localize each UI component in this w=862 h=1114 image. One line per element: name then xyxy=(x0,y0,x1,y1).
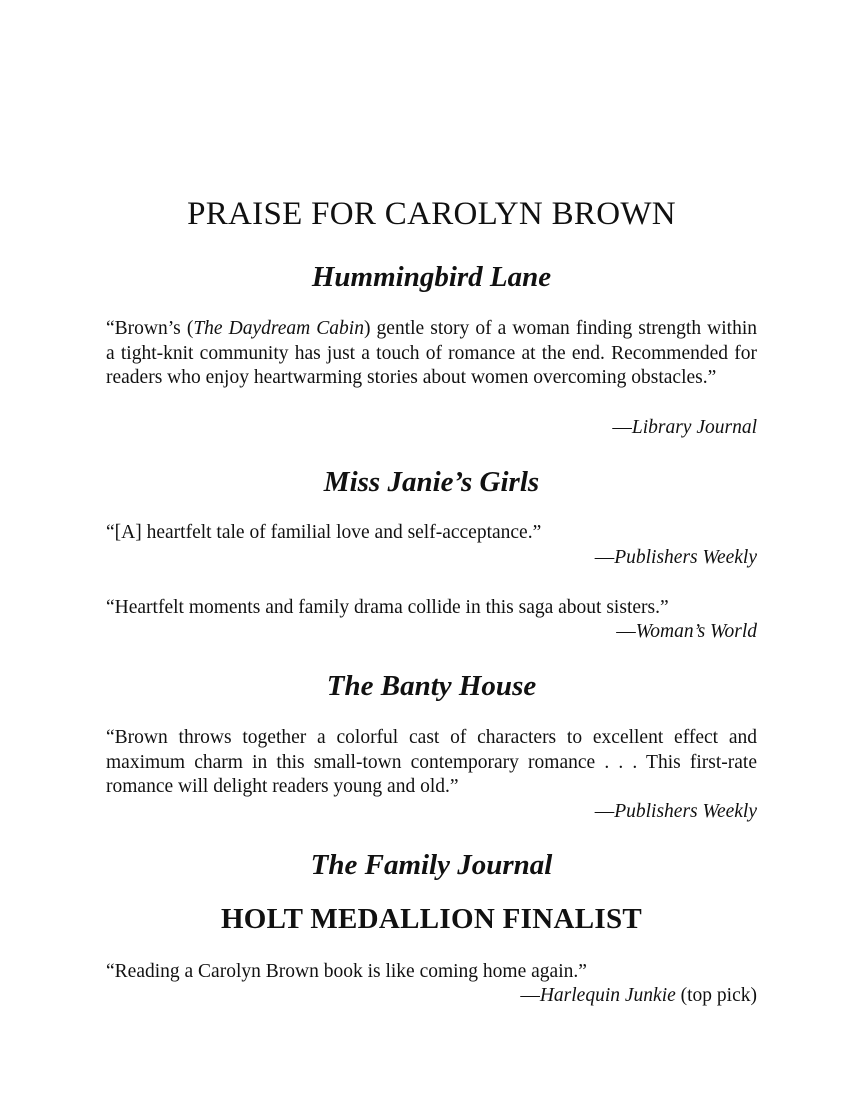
attribution-dash: — xyxy=(594,547,615,568)
review-attribution xyxy=(106,984,757,1009)
review-quote: “Reading a Carolyn Brown book is like coming home again.” xyxy=(106,961,587,982)
review-quote: “[A] heartfelt tale of familial love and self-acceptance.” xyxy=(106,522,542,543)
review-quote: “Heartfelt moments and family drama collide in this saga about sisters.” xyxy=(106,597,669,618)
attribution-source: Publishers Weekly xyxy=(614,547,757,568)
book-title-miss-janies-girls: Miss Janie’s Girls xyxy=(323,466,540,498)
award-heading: HOLT MEDALLION FINALIST xyxy=(220,903,643,935)
review-attribution xyxy=(106,620,757,645)
attribution-source: Harlequin Junkie xyxy=(539,985,676,1006)
attribution-source: Woman’s World xyxy=(635,621,757,642)
book-title-the-banty-house: The Banty House xyxy=(326,670,537,702)
attribution-dash: — xyxy=(612,417,632,438)
attribution-source: Publishers Weekly xyxy=(614,801,757,822)
page-title: PRAISE FOR CAROLYN BROWN xyxy=(187,196,676,232)
attribution-source: Library Journal xyxy=(631,417,757,438)
attribution-note: (top pick) xyxy=(680,985,757,1006)
quote-text-end: ) gentle story of a woman finding strength within a tight-knit community has just a touch of romance at the end. Recommended for readers who enjoy heartwarming stories about women overcoming obstacles.” xyxy=(106,318,757,389)
quote-book-reference: The Daydream Cabin xyxy=(193,318,364,339)
review-attribution xyxy=(106,416,757,441)
review-quote: “Brown throws together a colorful cast of characters to excellent effect and maximum charm in this small-town contemporary romance . . . This first-rate romance will delight readers young and old.” xyxy=(106,727,757,798)
review-attribution xyxy=(106,800,757,825)
attribution-dash: — xyxy=(616,621,636,642)
book-title-the-family-journal: The Family Journal xyxy=(310,849,553,881)
attribution-dash: — xyxy=(594,801,615,822)
book-title-hummingbird-lane: Hummingbird Lane xyxy=(311,261,552,293)
review-attribution xyxy=(106,546,757,571)
quote-text-start: “Brown’s ( xyxy=(106,318,194,339)
review-quote xyxy=(106,317,757,391)
attribution-dash: — xyxy=(520,985,540,1006)
